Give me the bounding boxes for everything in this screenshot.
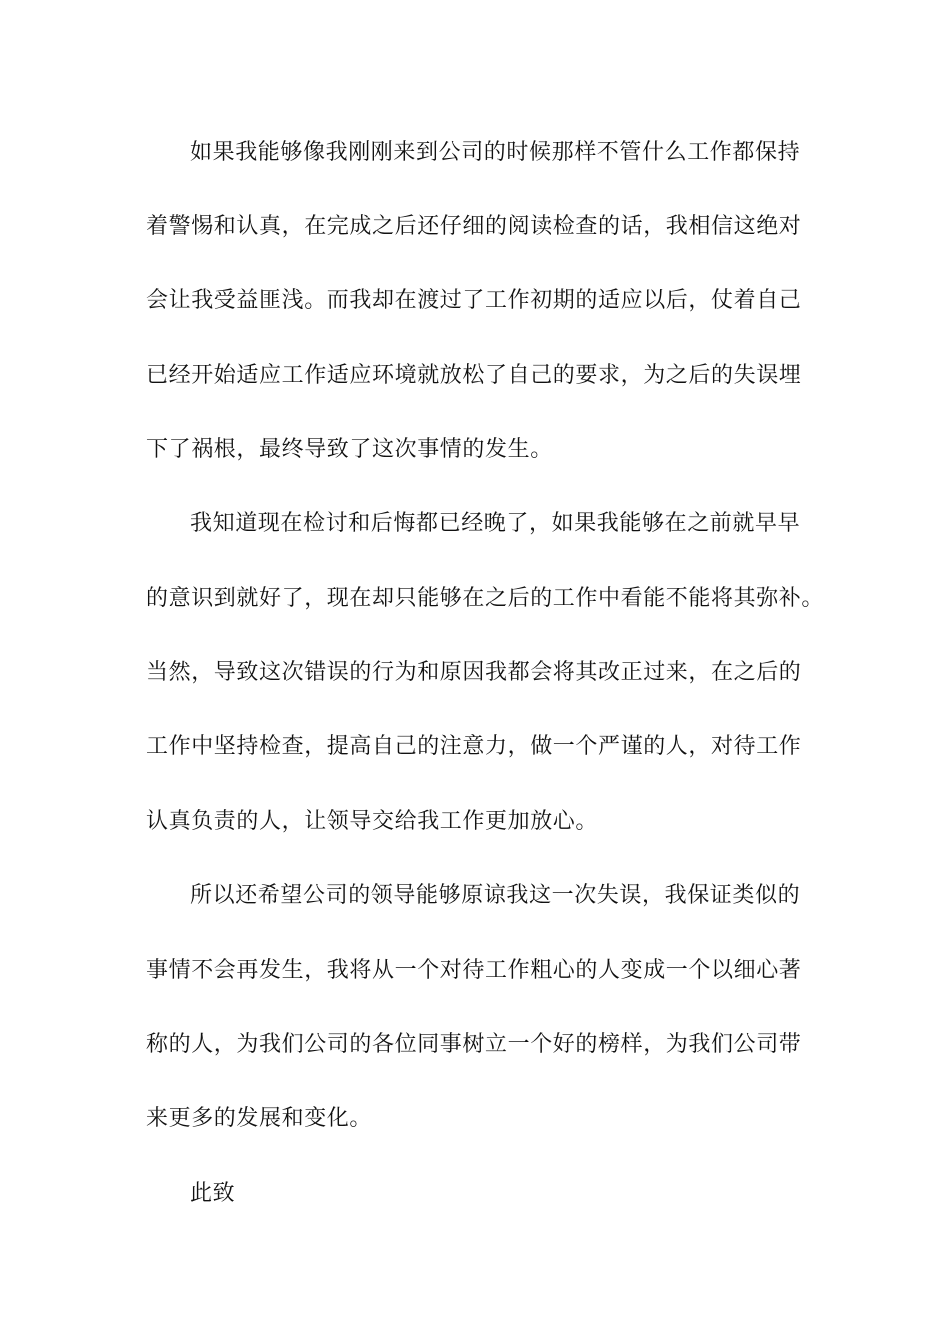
text-line: 的意识到就好了，现在却只能够在之后的工作中看能不能将其弥补。: [146, 586, 825, 611]
text-line: 所以还希望公司的领导能够原谅我这一次失误，我保证类似的: [190, 883, 801, 908]
text-line: 如果我能够像我刚刚来到公司的时候那样不管什么工作都保持: [190, 140, 801, 165]
text-line: 工作中坚持检查，提高自己的注意力，做一个严谨的人，对待工作: [146, 734, 802, 759]
text-line: 会让我受益匪浅。而我却在渡过了工作初期的适应以后，仗着自己: [146, 288, 802, 313]
text-line: 称的人，为我们公司的各位同事树立一个好的榜样，为我们公司带: [146, 1032, 802, 1057]
text-line: 认真负责的人，让领导交给我工作更加放心。: [146, 809, 599, 834]
text-line: 下了祸根，最终导致了这次事情的发生。: [146, 437, 553, 462]
closing-salutation: 此致: [190, 1181, 236, 1206]
text-line: 当然，导致这次错误的行为和原因我都会将其改正过来，在之后的: [146, 660, 802, 685]
text-line: 我知道现在检讨和后悔都已经晚了，如果我能够在之前就早早: [190, 511, 801, 536]
text-line: 已经开始适应工作适应环境就放松了自己的要求，为之后的失误埋: [146, 363, 802, 388]
text-line: 着警惕和认真，在完成之后还仔细的阅读检查的话，我相信这绝对: [146, 214, 802, 239]
text-line: 事情不会再发生，我将从一个对待工作粗心的人变成一个以细心著: [146, 958, 802, 983]
text-line: 来更多的发展和变化。: [146, 1106, 373, 1131]
